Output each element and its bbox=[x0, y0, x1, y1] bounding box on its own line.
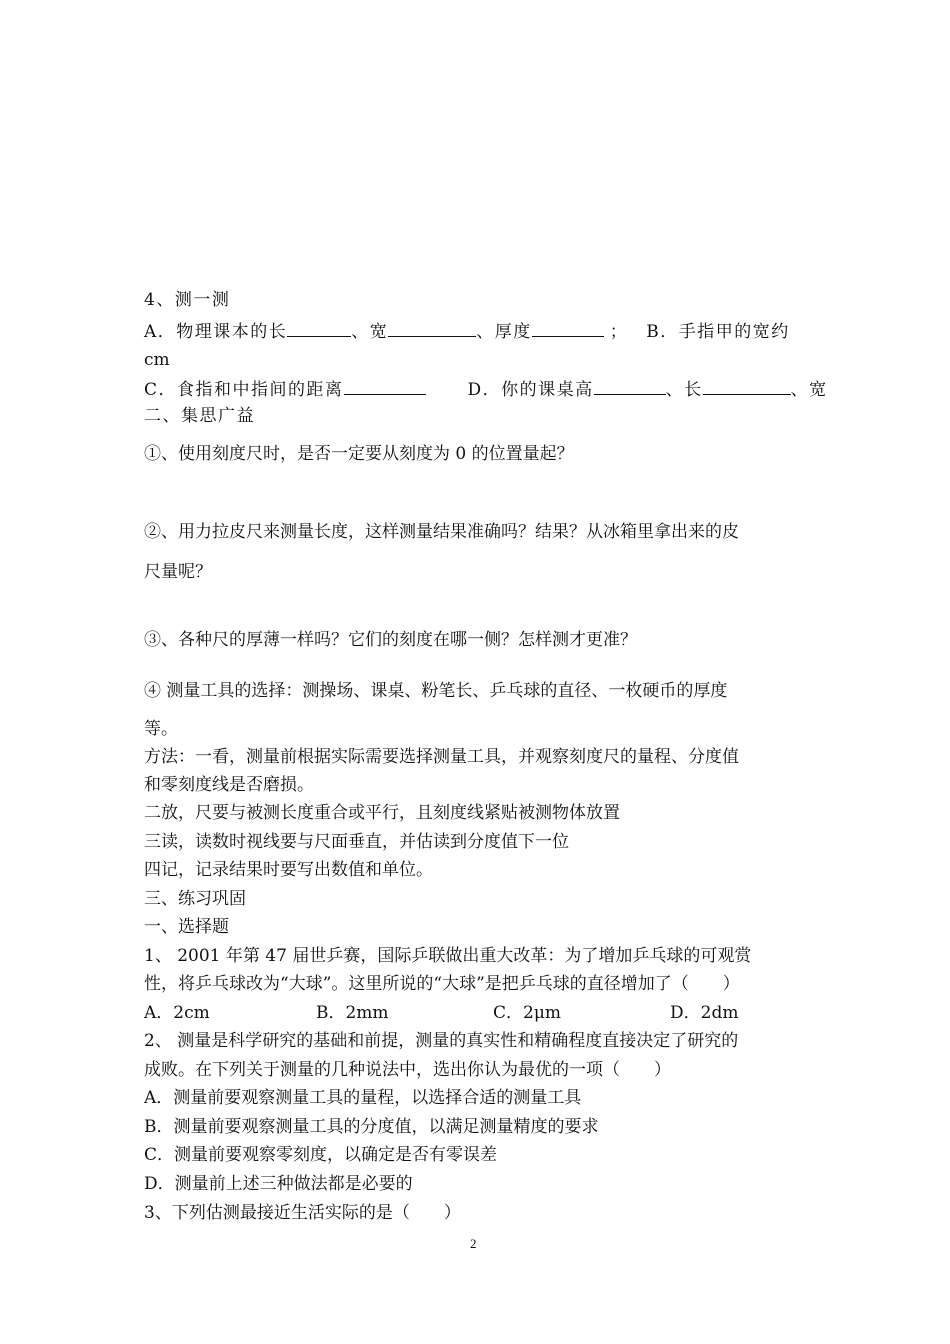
b-label: B．手指甲的宽约 bbox=[646, 322, 790, 342]
width-blank[interactable] bbox=[388, 320, 476, 337]
semicolon: ； bbox=[609, 322, 629, 342]
mcq-2-line-1: 2、 测量是科学研究的基础和前提，测量的真实性和精确程度直接决定了研究的 bbox=[144, 1031, 739, 1051]
mcq-1-option-b[interactable]: B．2mm bbox=[316, 1003, 389, 1023]
desk-length-blank[interactable] bbox=[703, 378, 791, 395]
mcq-1-line-2: 性，将乒乓球改为“大球”。这里所说的“大球”是把乒乓球的直径增加了（ ） bbox=[144, 974, 740, 994]
d-label: D．你的课桌高 bbox=[467, 380, 594, 400]
cm-unit: cm bbox=[144, 350, 170, 370]
method-step-2: 二放，尺要与被测长度重合或平行，且刻度线紧贴被测物体放置 bbox=[144, 803, 620, 823]
section-4-heading: 4、测一测 bbox=[144, 290, 231, 310]
mcq-1-line-1: 1、 2001 年第 47 届世乒赛，国际乒联做出重大改革：为了增加乒乓球的可观赏 bbox=[144, 946, 752, 966]
question-4-line-1: ④ 测量工具的选择：测操场、课桌、粉笔长、乒乓球的直径、一枚硬币的厚度 bbox=[144, 681, 728, 701]
length-blank[interactable] bbox=[287, 320, 351, 337]
choice-heading: 一、选择题 bbox=[144, 917, 229, 937]
method-step-4: 四记，记录结果时要写出数值和单位。 bbox=[144, 860, 433, 880]
question-4-line-2: 等。 bbox=[144, 719, 178, 739]
thickness-blank[interactable] bbox=[532, 320, 604, 337]
measure-row-cd bbox=[144, 378, 828, 400]
finger-distance-blank[interactable] bbox=[344, 378, 426, 395]
section-3-heading: 三、练习巩固 bbox=[144, 889, 246, 909]
question-2-line-2: 尺量呢？ bbox=[144, 562, 212, 582]
mcq-2-option-c[interactable]: C．测量前要观察零刻度，以确定是否有零误差 bbox=[144, 1145, 498, 1165]
c-label: C．食指和中指间的距离 bbox=[144, 380, 344, 400]
method-line-2: 和零刻度线是否磨损。 bbox=[144, 775, 314, 795]
mcq-2-option-b[interactable]: B．测量前要观察测量工具的分度值，以满足测量精度的要求 bbox=[144, 1117, 599, 1137]
long-label: 、长 bbox=[665, 380, 703, 400]
mcq-1-option-a[interactable]: A．2cm bbox=[144, 1003, 210, 1023]
method-line-1: 方法：一看，测量前根据实际需要选择测量工具，并观察刻度尺的量程、分度值 bbox=[144, 747, 739, 767]
question-1: ①、使用刻度尺时，是否一定要从刻度为 0 的位置量起？ bbox=[144, 444, 574, 464]
wide-label: 、宽 bbox=[790, 380, 828, 400]
thickness-label: 、厚度 bbox=[476, 322, 532, 342]
page-number: 2 bbox=[470, 1236, 477, 1251]
a-label: A．物理课本的长 bbox=[144, 322, 288, 342]
method-step-3: 三读，读数时视线要与尺面垂直，并估读到分度值下一位 bbox=[144, 832, 569, 852]
mcq-3-line-1: 3、下列估测最接近生活实际的是（ ） bbox=[144, 1203, 461, 1223]
section-2-heading: 二、集思广益 bbox=[144, 406, 255, 426]
width-label: 、宽 bbox=[351, 322, 389, 342]
desk-height-blank[interactable] bbox=[594, 378, 666, 395]
mcq-1-option-c[interactable]: C．2μm bbox=[493, 1003, 561, 1023]
mcq-2-option-d[interactable]: D．测量前上述三种做法都是必要的 bbox=[144, 1174, 413, 1194]
mcq-2-line-2: 成败。在下列关于测量的几种说法中，选出你认为最优的一项（ ） bbox=[144, 1060, 671, 1080]
mcq-2-option-a[interactable]: A．测量前要观察测量工具的量程，以选择合适的测量工具 bbox=[144, 1088, 582, 1108]
measure-row-ab bbox=[144, 320, 790, 342]
mcq-1-option-d[interactable]: D．2dm bbox=[670, 1003, 739, 1023]
question-3: ③、各种尺的厚薄一样吗？它们的刻度在哪一侧？怎样测才更准？ bbox=[144, 630, 637, 650]
question-2-line-1: ②、用力拉皮尺来测量长度，这样测量结果准确吗？结果？从冰箱里拿出来的皮 bbox=[144, 522, 739, 542]
